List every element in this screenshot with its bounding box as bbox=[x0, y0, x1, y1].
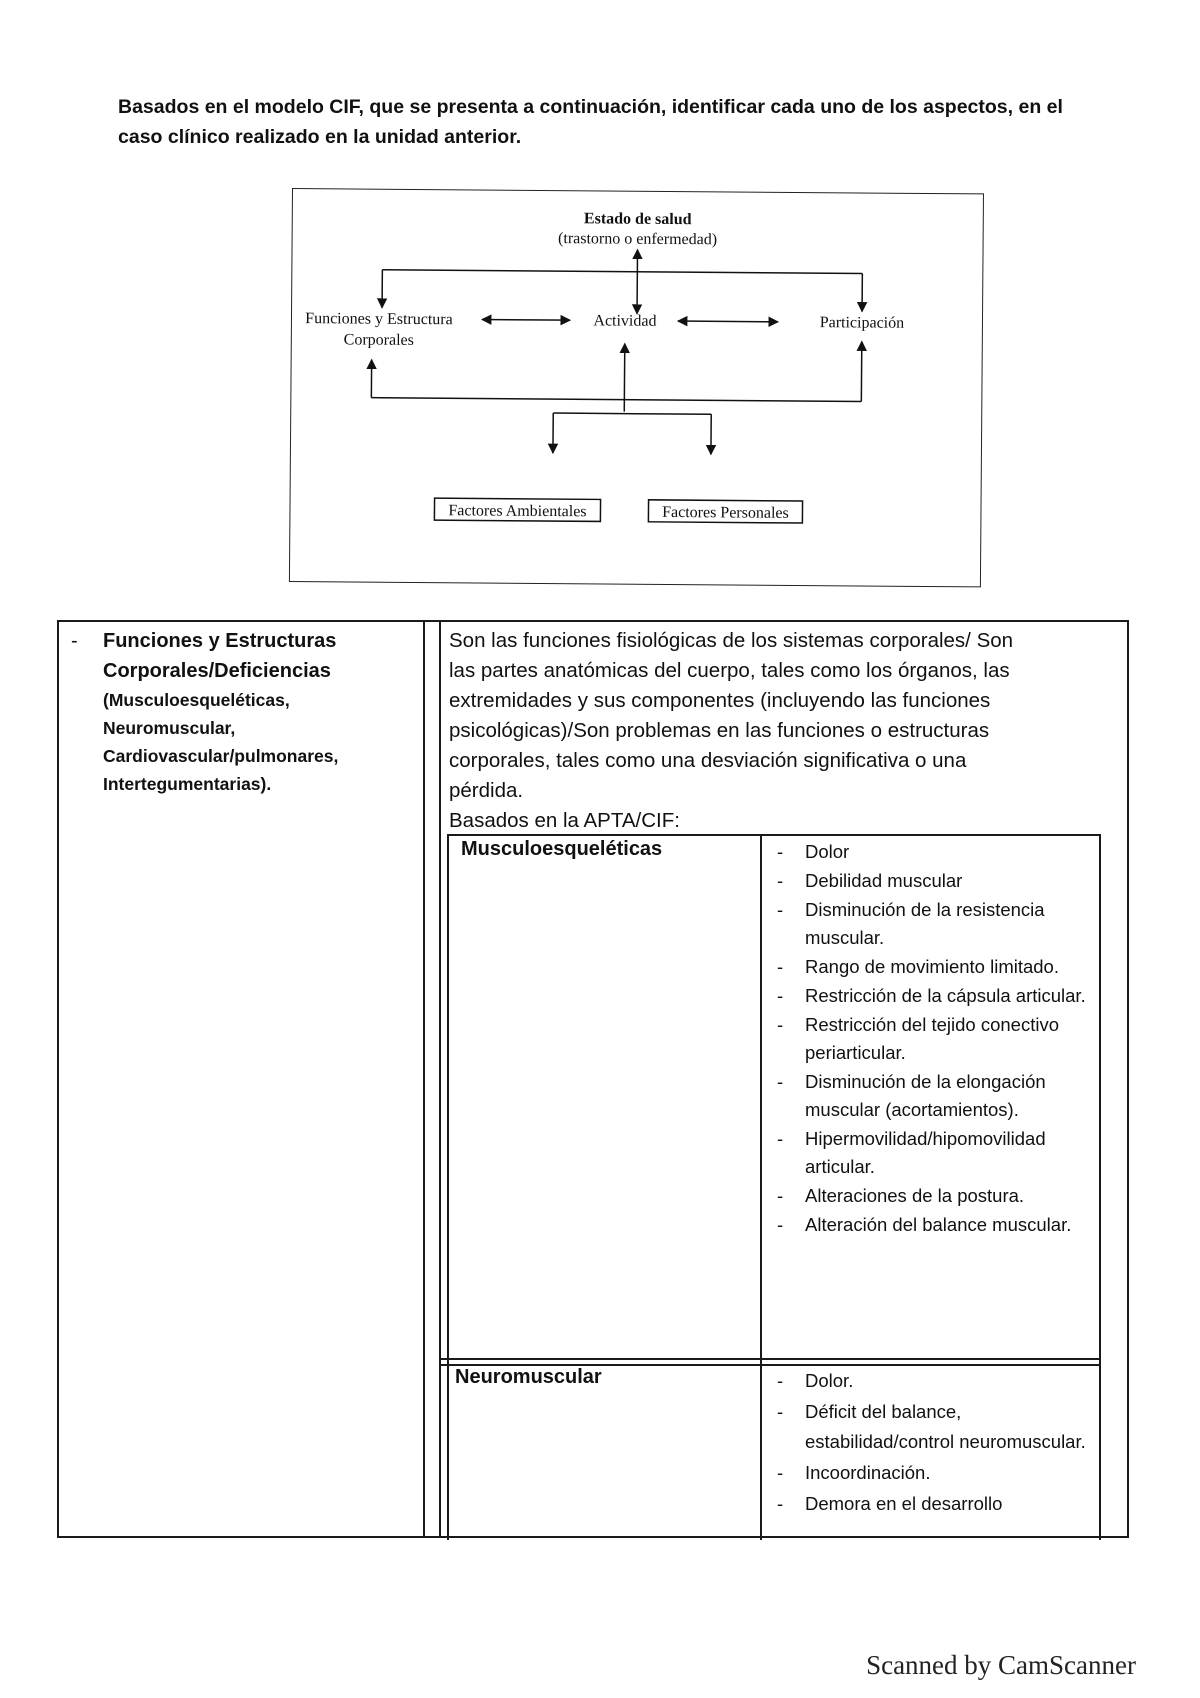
musculoskeletal-list bbox=[771, 838, 1101, 1240]
node-participation: Participación bbox=[819, 314, 905, 332]
node-functions-line2: Corporales bbox=[343, 331, 414, 349]
list-item: - Incoordinación. bbox=[771, 1458, 1101, 1488]
heading-line-2: Corporales/Deficiencias bbox=[103, 660, 331, 682]
inner-column-divider bbox=[760, 836, 762, 1540]
arrow-health-activity bbox=[637, 250, 638, 314]
column-divider bbox=[423, 622, 441, 1536]
sub-line-4: Intertegumentarias). bbox=[103, 774, 272, 794]
bullet-dash: - bbox=[71, 630, 78, 652]
environmental-factors-label: Factores Ambientales bbox=[448, 502, 587, 521]
personal-factors-label: Factores Personales bbox=[662, 503, 789, 522]
apta-cif-table bbox=[447, 834, 1101, 1540]
right-cell bbox=[449, 626, 1119, 836]
deficiencies-table bbox=[57, 620, 1129, 1538]
sub-line-1: (Musculoesqueléticas, bbox=[103, 690, 290, 710]
inner-row-divider bbox=[439, 1358, 1099, 1366]
sub-line-2: Neuromuscular, bbox=[103, 718, 236, 738]
heading-line-1: Funciones y Estructuras bbox=[103, 630, 337, 652]
list-item: - Restricción de la cápsula articular. bbox=[771, 982, 1101, 1010]
list-item: - Demora en el desarrollo bbox=[771, 1489, 1101, 1519]
list-item: - Dolor bbox=[771, 838, 1101, 866]
diagram-title: Estado de salud bbox=[583, 210, 692, 229]
arrow-up-activity bbox=[624, 344, 625, 412]
sub-line-3: Cardiovascular/pulmonares, bbox=[103, 746, 339, 766]
diagram-subtitle: (trastorno o enfermedad) bbox=[558, 230, 718, 249]
list-item: - Rango de movimiento limitado. bbox=[771, 953, 1101, 981]
left-cell bbox=[71, 626, 403, 798]
description-line-5: corporales, tales como una desviación significativa o una bbox=[449, 749, 967, 772]
list-item: - Alteración del balance muscular. bbox=[771, 1211, 1101, 1239]
node-functions-line1: Funciones y Estructura bbox=[305, 310, 453, 329]
bottom-bracket-line bbox=[371, 398, 861, 402]
arrow-functions-activity bbox=[482, 319, 570, 320]
category-musculoskeletal: Musculoesqueléticas bbox=[461, 838, 663, 860]
factors-bracket-line bbox=[553, 413, 711, 414]
basados-apta-cif: Basados en la APTA/CIF: bbox=[449, 809, 680, 832]
list-item: - Restricción del tejido conectivo periarticular. bbox=[771, 1011, 1101, 1067]
list-item: - Dolor. bbox=[771, 1366, 1101, 1396]
list-item: - Alteraciones de la postura. bbox=[771, 1182, 1101, 1210]
description-line-3: extremidades y sus componentes (incluyendo las funciones bbox=[449, 689, 991, 712]
category-neuromuscular: Neuromuscular bbox=[455, 1366, 602, 1388]
list-item: - Debilidad muscular bbox=[771, 867, 1101, 895]
cif-diagram bbox=[289, 188, 984, 587]
list-item: - Disminución de la elongación muscular (acortamientos). bbox=[771, 1068, 1101, 1124]
node-activity: Actividad bbox=[593, 312, 657, 330]
description-line-2: las partes anatómicas del cuerpo, tales como los órganos, las bbox=[449, 659, 1010, 682]
neuromuscular-list bbox=[771, 1366, 1101, 1520]
intro-text: Basados en el modelo CIF, que se presenta a continuación, identificar cada uno de los aspectos, en el caso clínico realizado en la unidad anterior. bbox=[118, 96, 1063, 148]
description-line-4: psicológicas)/Son problemas en las funciones o estructuras bbox=[449, 719, 990, 742]
arrow-activity-participation bbox=[678, 321, 778, 322]
description-line-6: pérdida. bbox=[449, 779, 524, 802]
list-item: - Déficit del balance, estabilidad/control neuromuscular. bbox=[771, 1397, 1101, 1457]
list-item: - Disminución de la resistencia muscular. bbox=[771, 896, 1101, 952]
camscanner-watermark: Scanned by CamScanner bbox=[866, 1650, 1136, 1680]
list-item: - Hipermovilidad/hipomovilidad articular. bbox=[771, 1125, 1101, 1181]
top-bracket-line bbox=[382, 270, 862, 274]
cif-diagram-svg bbox=[290, 189, 983, 586]
description-line-1: Son las funciones fisiológicas de los sistemas corporales/ Son bbox=[449, 629, 1014, 652]
